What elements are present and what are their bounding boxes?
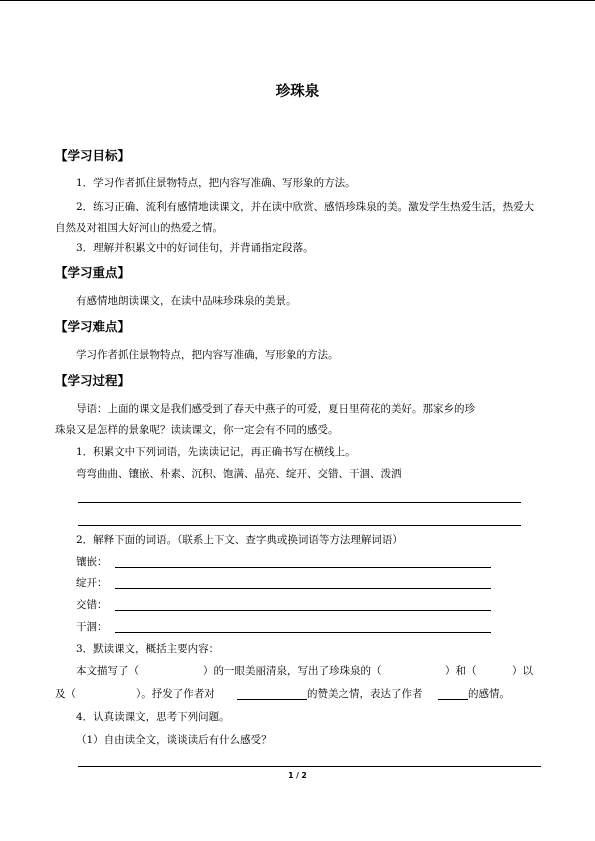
answer-line[interactable] xyxy=(78,525,521,526)
goal-item-2: 2．练习正确、流利有感情地读课文，并在读中欣赏、感悟珍珠泉的美。激发学生热爱生活，热爱大自然及对祖国大好河山的热爱之情。 xyxy=(55,201,535,234)
term-label: 镶嵌： xyxy=(76,556,108,568)
q3-text: ）。抒发了作者对 xyxy=(136,688,215,700)
answer-line[interactable] xyxy=(115,610,491,611)
footer-rule xyxy=(78,766,541,767)
process-heading: 【学习过程】 xyxy=(55,373,131,388)
q3-text: ）以 xyxy=(512,665,533,677)
term-label: 绽开： xyxy=(76,577,108,589)
answer-line[interactable] xyxy=(115,588,491,589)
difficulty-text: 学习作者抓住景物特点，把内容写准确，写形象的方法。 xyxy=(76,349,339,361)
answer-line[interactable] xyxy=(115,632,491,633)
answer-line[interactable] xyxy=(115,567,491,568)
q3-text: 的赞美之情，表达了作者 xyxy=(307,688,423,700)
key-heading: 【学习重点】 xyxy=(55,265,131,280)
intro-line-1: 导语：上面的课文是我们感受到了春天中燕子的可爱，夏日里荷花的美好。那家乡的珍 xyxy=(76,403,475,415)
intro-line-2: 珠泉又是怎样的景象呢？读读课文，你一定会有不同的感受。 xyxy=(55,424,339,436)
term-label: 交错： xyxy=(76,599,108,611)
question-4-1: （1）自由读全文，谈谈读后有什么感受？ xyxy=(76,734,272,746)
answer-line[interactable] xyxy=(237,699,307,700)
q3-text: 及（ xyxy=(55,688,76,700)
q3-text: ）的一眼美丽清泉，写出了珍珠泉的（ xyxy=(203,665,382,677)
question-4: 4．认真读课文，思考下列问题。 xyxy=(76,711,230,723)
goals-heading: 【学习目标】 xyxy=(55,148,131,163)
question-3: 3．默读课文，概括主要内容： xyxy=(76,643,220,655)
q3-text: 的感情。 xyxy=(468,688,510,700)
answer-line[interactable] xyxy=(78,502,521,503)
goal-item-3: 3．理解并积累文中的好词佳句，并背诵指定段落。 xyxy=(76,242,314,254)
page-title: 珍珠泉 xyxy=(275,84,320,100)
goal-item-1: 1．学习作者抓住景物特点，把内容写准确、写形象的方法。 xyxy=(76,177,356,189)
answer-line[interactable] xyxy=(438,699,468,700)
q3-text: 本文描写了（ xyxy=(76,665,139,677)
key-text: 有感情地朗读课文，在读中品味珍珠泉的美景。 xyxy=(76,295,297,307)
question-1-words: 弯弯曲曲、镶嵌、朴素、沉积、饱满、晶亮、绽开、交错、干涸、泼洒 xyxy=(76,468,402,480)
q3-text: ）和（ xyxy=(445,665,477,677)
question-1: 1．积累文中下列词语，先读读记记，再正确书写在横线上。 xyxy=(76,446,356,458)
question-2: 2．解释下面的词语。（联系上下文、查字典或换词语等方法理解词语） xyxy=(76,534,403,546)
term-label: 干涸： xyxy=(76,621,108,633)
page-number: 1 / 2 xyxy=(288,771,307,780)
difficulty-heading: 【学习难点】 xyxy=(55,319,131,334)
